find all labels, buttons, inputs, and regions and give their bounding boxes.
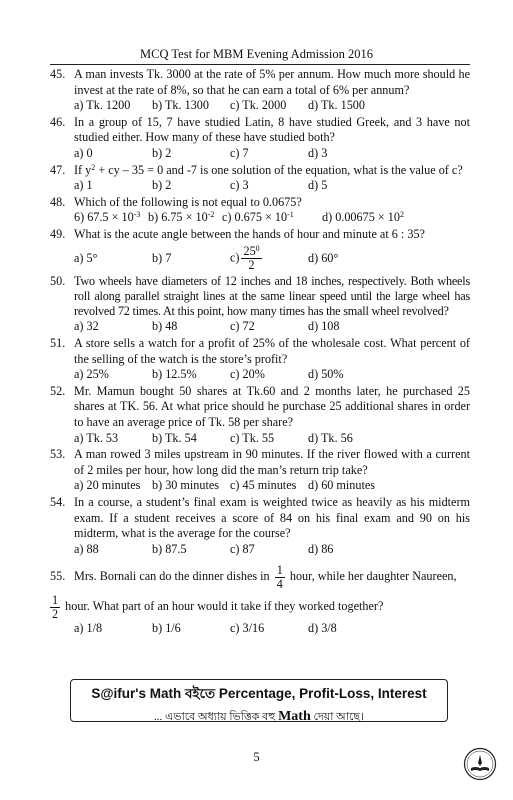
question-stem: In a group of 15, 7 have studied Latin, 8 have studied Greek, and 3 have not studied either. How many of these have studied both?: [74, 114, 470, 145]
option-d: d) 5: [308, 178, 328, 193]
question-number: 52.: [50, 383, 66, 398]
book-pen-logo-icon: [463, 747, 497, 781]
option-a: a) 88: [74, 541, 99, 556]
option-c: c) 20%: [230, 367, 265, 382]
option-b: b) 48: [152, 319, 178, 334]
fraction: $\frac{25^0}{2}$: [243, 243, 260, 272]
fraction-one-half: $\frac{1}{2}$: [52, 593, 59, 622]
option-d: d) 50%: [308, 367, 344, 382]
question-stem: Two wheels have diameters of 12 inches and 18 inches, respectively. Both wheels roll along parallel straight lines at the same linear speed until the large wheel has revolved 72 times. At this point, how many times has the small wheel revolved?: [74, 273, 470, 319]
question-stem: Which of the following is not equal to 0.0675?: [74, 194, 302, 209]
option-a: a) 1/8: [74, 621, 103, 636]
question-number: 45.: [50, 67, 66, 81]
question-stem: A man invests Tk. 3000 at the rate of 5% per annum. How much more should he invest at the rate of 8%, so that he can earn a total of 6% per annum?: [74, 67, 470, 97]
option-b: b) Tk. 54: [152, 430, 197, 445]
option-d: d) 108: [308, 319, 340, 334]
options-47: [50, 178, 470, 194]
options-48: [50, 210, 470, 226]
option-d: d) 60°: [308, 250, 339, 265]
options-50: [50, 319, 470, 335]
question-number: 50.: [50, 273, 66, 288]
page-number: 5: [253, 750, 260, 764]
option-a: a) 1: [74, 178, 93, 193]
option-b: b) 2: [152, 145, 172, 160]
promo-line-1: S@ifur's Math বইতে Percentage, Profit-Loss, Interest: [91, 686, 427, 701]
option-c: c) Tk. 55: [230, 430, 275, 445]
option-b: b) 12.5%: [152, 367, 197, 382]
question-55-continued: [50, 591, 470, 621]
option-a: a) 20 minutes: [74, 478, 141, 493]
header-rule: [50, 64, 470, 65]
question-number: 51.: [50, 336, 66, 351]
options-45: [50, 98, 470, 114]
question-48: [50, 195, 470, 211]
question-stem: A man rowed 3 miles upstream in 90 minutes. If the river flowed with a current of 2 miles per hour, how long did the man’s return trip take?: [74, 447, 470, 477]
question-number: 54.: [50, 494, 66, 509]
options-53: [50, 478, 470, 494]
question-50: [50, 274, 470, 320]
question-number: 53.: [50, 447, 66, 462]
question-53: [50, 447, 470, 478]
options-55: [50, 621, 470, 637]
option-b: b) $6.75 \times 10^{-2}$: [148, 210, 215, 225]
option-b: b) 87.5: [152, 541, 187, 556]
question-54: [50, 495, 470, 542]
question-stem: In a course, a student’s final exam is weighted twice as heavily as his midterm exam. If a student receives a score of 84 on his final exam and 90 on his midterm, what is the average for the course?: [74, 494, 470, 541]
promo-box: [70, 679, 448, 722]
option-c: c) 87: [230, 541, 255, 556]
option-d: d) 86: [308, 541, 334, 556]
option-c: c) 3: [230, 178, 249, 193]
option-c: c) 45 minutes: [230, 478, 297, 493]
option-a: a) Tk. 53: [74, 430, 119, 445]
question-list: [50, 67, 470, 638]
option-a: a) 5°: [74, 250, 98, 265]
question-number: 47.: [50, 162, 66, 177]
promo-line-2: ... এভাবে অধ্যায় ভিত্তিক বহু Math দেয়া আছে।: [154, 709, 364, 724]
page-header: MCQ Test for MBM Evening Admission 2016: [140, 47, 373, 61]
option-d: d) Tk. 56: [308, 430, 353, 445]
option-a: a) 0: [74, 145, 93, 160]
option-b: b) 7: [152, 250, 172, 265]
options-54: [50, 542, 470, 558]
options-51: [50, 367, 470, 383]
question-stem: What is the acute angle between the hands of hour and minute at 6 : 35?: [74, 226, 425, 241]
option-a: a) 32: [74, 319, 99, 334]
options-46: [50, 146, 470, 162]
question-stem: If $y^2$ + cy – 35 = 0 and -7 is one solution of the equation, what is the value of c?: [74, 162, 463, 177]
question-46: [50, 115, 470, 146]
question-stem: Mr. Mamun bought 50 shares at Tk.60 and 2 months later, he purchased 25 shares at TK. 56. At what price should he purchase 25 additional shares in order to have an average price of Tk. 58 per share?: [74, 383, 470, 429]
question-47: [50, 163, 470, 179]
option-a: 6) $67.5 \times 10^{-3}$: [74, 210, 141, 225]
question-stem-continued: $\frac{1}{2}$ hour. What part of an hour would it take if they worked together?: [52, 593, 384, 622]
question-49: [50, 227, 470, 243]
option-c: c) $0.675 \times 10^{-1}$: [222, 210, 294, 225]
option-c: c) 7: [230, 145, 249, 160]
option-c: c) Tk. 2000: [230, 98, 287, 113]
option-c: c) 3/16: [230, 621, 265, 636]
fraction-one-quarter: $\frac{1}{4}$: [276, 563, 283, 592]
question-number: 55.: [50, 569, 66, 584]
option-c: c) $\frac{25^0}{2}$: [230, 243, 260, 272]
question-number: 49.: [50, 226, 66, 241]
options-52: [50, 431, 470, 447]
question-stem: Mrs. Bornali can do the dinner dishes in $\frac{1}{4}$ hour, while her daughter Naureen,: [74, 563, 457, 592]
question-55: [50, 561, 470, 591]
option-b: b) Tk. 1300: [152, 98, 209, 113]
option-d: d) 3/8: [308, 621, 337, 636]
option-a: a) 25%: [74, 367, 109, 382]
option-b: b) 2: [152, 178, 172, 193]
option-d: d) Tk. 1500: [308, 98, 365, 113]
option-d: d) 60 minutes: [308, 478, 376, 493]
question-51: [50, 336, 470, 367]
option-d: d) 3: [308, 145, 328, 160]
option-a: a) Tk. 1200: [74, 98, 131, 113]
question-number: 48.: [50, 194, 66, 209]
option-b: b) 1/6: [152, 621, 181, 636]
option-d: d) $0.00675 \times 10^2$: [322, 210, 404, 225]
question-52: [50, 384, 470, 431]
option-b: b) 30 minutes: [152, 478, 220, 493]
question-stem: A store sells a watch for a profit of 25% of the wholesale cost. What percent of the selling of the watch is the store’s profit?: [74, 336, 470, 366]
question-number: 46.: [50, 114, 66, 129]
question-45: [50, 67, 470, 98]
options-49: [50, 245, 470, 272]
option-c: c) 72: [230, 319, 255, 334]
